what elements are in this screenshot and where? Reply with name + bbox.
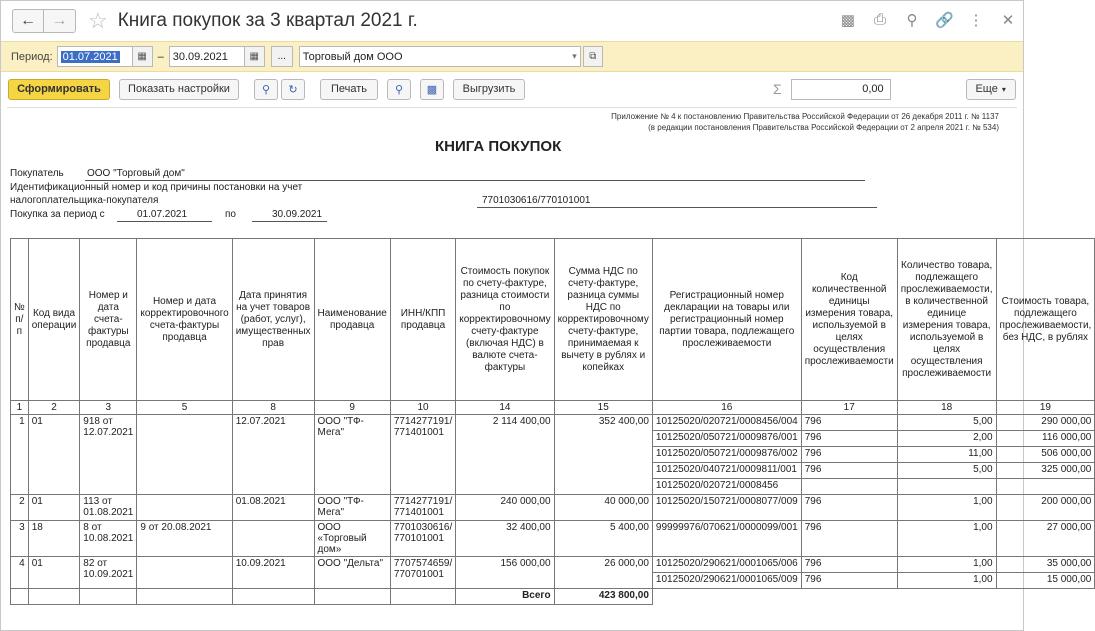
period-label: Период: xyxy=(11,50,53,63)
quantity: 5,00 xyxy=(897,415,996,431)
period-bar xyxy=(1,41,1023,72)
declaration-number: 10125020/150721/0008077/009 xyxy=(652,495,801,521)
declaration-number: 10125020/050721/0009876/001 xyxy=(652,431,801,447)
search-icon: ⚲ xyxy=(261,83,271,96)
search-settings-button[interactable] xyxy=(281,79,305,100)
buyer-underline xyxy=(85,180,865,181)
calendar-from-button[interactable] xyxy=(133,46,153,67)
period-from-underline xyxy=(117,221,212,222)
forward-button[interactable] xyxy=(44,9,76,33)
vat-amount: 40 000,00 xyxy=(554,495,652,521)
seller-name: ООО "ТФ-Мега" xyxy=(314,495,390,521)
save-file-button[interactable] xyxy=(420,79,444,100)
column-number: 19 xyxy=(996,401,1095,415)
link-icon[interactable]: 🔗 xyxy=(935,12,954,29)
column-header: Количество товара, подлежащего прослеживаемости, в количественной единице измерения товара, используемой в целях осуществления прослеживаемости xyxy=(897,239,996,401)
command-toolbar xyxy=(1,73,1023,105)
declaration-number: 10125020/050721/0009876/002 xyxy=(652,447,801,463)
sum-field xyxy=(791,79,891,100)
total-label: Всего xyxy=(456,589,554,605)
correction-invoice xyxy=(137,415,232,495)
floppy-icon: ▩ xyxy=(426,83,438,96)
quantity: 5,00 xyxy=(897,463,996,479)
column-header: Номер и дата счета-фактуры продавца xyxy=(80,239,137,401)
unit-code: 796 xyxy=(801,573,897,589)
column-number: 10 xyxy=(390,401,455,415)
sum-icon: Σ xyxy=(773,81,782,97)
correction-invoice: 9 от 20.08.2021 xyxy=(137,521,232,557)
row-number: 2 xyxy=(11,495,29,521)
empty-cell xyxy=(137,589,232,605)
empty-cell xyxy=(80,589,137,605)
quantity: 11,00 xyxy=(897,447,996,463)
organization-select[interactable] xyxy=(299,46,581,67)
column-number: 14 xyxy=(456,401,554,415)
legal-reference xyxy=(611,111,999,133)
invoice-number-date: 82 от 10.09.2021 xyxy=(80,557,137,589)
column-header: Наименование продавца xyxy=(314,239,390,401)
show-settings-button[interactable]: Показать настройки xyxy=(119,79,239,100)
more-vertical-icon[interactable]: ⋮ xyxy=(968,12,984,29)
quantity: 1,00 xyxy=(897,521,996,557)
search-refresh-icon: ↻ xyxy=(288,83,298,96)
column-header: ИНН/КПП продавца xyxy=(390,239,455,401)
column-header: № п/п xyxy=(11,239,29,401)
column-header: Регистрационный номер декларации на товары или регистрационный номер партии товара, подлежащего прослеживаемости xyxy=(652,239,801,401)
table-row xyxy=(11,557,1095,573)
arrow-right-icon: → xyxy=(51,12,68,29)
unit-code: 796 xyxy=(801,415,897,431)
goods-cost: 116 000,00 xyxy=(996,431,1095,447)
operation-code: 01 xyxy=(28,495,80,521)
declaration-number: 10125020/290621/0001065/009 xyxy=(652,573,801,589)
correction-invoice xyxy=(137,495,232,521)
table-row xyxy=(11,415,1095,431)
column-header: Сумма НДС по счету-фактуре, разница суммы НДС по корректировочному счету-фактуре, принимаемая к вычету в рублях и копейках xyxy=(554,239,652,401)
open-organization-button[interactable] xyxy=(583,46,603,67)
period-to-underline xyxy=(252,221,327,222)
report-sheet xyxy=(7,107,1092,627)
period-from-report: 01.07.2021 xyxy=(137,209,188,220)
empty-cell xyxy=(232,589,314,605)
unit-code: 796 xyxy=(801,431,897,447)
row-number: 4 xyxy=(11,557,29,589)
vat-amount: 352 400,00 xyxy=(554,415,652,495)
inn-label-1: Идентификационный номер и код причины постановки на учет xyxy=(10,182,303,193)
period-from-value: 01.07.2021 xyxy=(62,50,118,63)
calendar-icon: ▦ xyxy=(249,51,259,62)
window-tools xyxy=(839,11,1017,29)
chevron-down-icon[interactable]: ▾ xyxy=(572,51,577,61)
inn-value: 7701030616/770101001 xyxy=(482,195,591,206)
period-to-report: 30.09.2021 xyxy=(272,209,323,220)
more-button[interactable] xyxy=(966,79,1016,100)
column-number: 17 xyxy=(801,401,897,415)
preview-icon[interactable]: ⚲ xyxy=(906,12,918,29)
empty-cell xyxy=(314,589,390,605)
seller-inn-kpp: 7714277191/ 771401001 xyxy=(390,495,455,521)
column-number: 18 xyxy=(897,401,996,415)
buyer-value: ООО "Торговый дом" xyxy=(87,168,185,179)
invoice-number-date: 918 от 12.07.2021 xyxy=(80,415,137,495)
seller-name: ООО "ТФ-Мега" xyxy=(314,415,390,495)
unit-code: 796 xyxy=(801,557,897,573)
export-button[interactable]: Выгрузить xyxy=(453,79,525,100)
acceptance-date: 12.07.2021 xyxy=(232,415,314,495)
column-number: 15 xyxy=(554,401,652,415)
search-button[interactable] xyxy=(254,79,278,100)
operation-code: 18 xyxy=(28,521,80,557)
column-number: 2 xyxy=(28,401,80,415)
calendar-icon: ▦ xyxy=(137,51,147,62)
period-po: по xyxy=(225,209,236,220)
table-row xyxy=(11,495,1095,521)
goods-cost: 200 000,00 xyxy=(996,495,1095,521)
declaration-number: 10125020/290621/0001065/006 xyxy=(652,557,801,573)
report-title: КНИГА ПОКУПОК xyxy=(435,138,562,155)
quantity: 1,00 xyxy=(897,557,996,573)
more-label: Еще xyxy=(975,83,998,95)
quantity: 1,00 xyxy=(897,495,996,521)
goods-cost: 35 000,00 xyxy=(996,557,1095,573)
buyer-label: Покупатель xyxy=(10,168,64,179)
column-header: Код вида операции xyxy=(28,239,80,401)
favorite-star-icon[interactable]: ☆ xyxy=(88,8,108,33)
legal-line-1: Приложение № 4 к постановлению Правительства Российской Федерации от 26 декабря 2011 г. № 1137 xyxy=(611,112,999,121)
period-select-button[interactable] xyxy=(271,46,293,67)
seller-name: ООО "Дельта" xyxy=(314,557,390,589)
purchase-book-table xyxy=(10,238,1095,605)
column-header: Номер и дата корректировочного счета-фактуры продавца xyxy=(137,239,232,401)
seller-inn-kpp: 7707574659/ 770701001 xyxy=(390,557,455,589)
purchase-cost: 2 114 400,00 xyxy=(456,415,554,495)
header-row xyxy=(11,239,1095,401)
column-number: 9 xyxy=(314,401,390,415)
column-number: 1 xyxy=(11,401,29,415)
column-header: Стоимость покупок по счету-фактуре, разница стоимости по корректировочному счету-фактуре (включая НДС) в валюте счета-фактуры xyxy=(456,239,554,401)
organization-value: Торговый дом ООО xyxy=(302,50,403,63)
declaration-number: 99999976/070621/0000099/001 xyxy=(652,521,801,557)
declaration-number: 10125020/020721/0008456 xyxy=(652,479,801,495)
goods-cost: 506 000,00 xyxy=(996,447,1095,463)
window-title: Книга покупок за 3 квартал 2021 г. xyxy=(117,10,418,31)
acceptance-date: 10.09.2021 xyxy=(232,557,314,589)
goods-cost: 27 000,00 xyxy=(996,521,1095,557)
column-number: 8 xyxy=(232,401,314,415)
title-bar xyxy=(1,1,1023,41)
quantity xyxy=(897,479,996,495)
period-from-input[interactable] xyxy=(57,46,133,67)
operation-code: 01 xyxy=(28,557,80,589)
purchase-cost: 240 000,00 xyxy=(456,495,554,521)
seller-inn-kpp: 7701030616/ 770101001 xyxy=(390,521,455,557)
empty-cell xyxy=(28,589,80,605)
goods-cost: 15 000,00 xyxy=(996,573,1095,589)
goods-cost: 325 000,00 xyxy=(996,463,1095,479)
open-icon: ⧉ xyxy=(589,51,597,62)
vat-amount: 5 400,00 xyxy=(554,521,652,557)
invoice-number-date: 8 от 10.08.2021 xyxy=(80,521,137,557)
unit-code: 796 xyxy=(801,495,897,521)
arrow-left-icon: ← xyxy=(20,12,36,29)
period-to-value: 30.09.2021 xyxy=(172,50,228,63)
quantity: 1,00 xyxy=(897,573,996,589)
column-number-row xyxy=(11,401,1095,415)
column-number: 5 xyxy=(137,401,232,415)
calendar-to-button[interactable] xyxy=(245,46,265,67)
generate-button[interactable]: Сформировать xyxy=(8,79,110,100)
declaration-number: 10125020/040721/0009811/001 xyxy=(652,463,801,479)
correction-invoice xyxy=(137,557,232,589)
column-number: 3 xyxy=(80,401,137,415)
operation-code: 01 xyxy=(28,415,80,495)
acceptance-date: 01.08.2021 xyxy=(232,495,314,521)
print-preview-icon: ⚲ xyxy=(394,83,404,96)
row-number: 1 xyxy=(11,415,29,495)
column-number: 16 xyxy=(652,401,801,415)
purchase-cost: 156 000,00 xyxy=(456,557,554,589)
seller-name: ООО «Торговый дом» xyxy=(314,521,390,557)
unit-code: 796 xyxy=(801,463,897,479)
back-button[interactable] xyxy=(12,9,44,33)
inn-underline xyxy=(477,207,877,208)
invoice-number-date: 113 от 01.08.2021 xyxy=(80,495,137,521)
close-icon[interactable]: ✕ xyxy=(1001,12,1015,29)
dots-label: ... xyxy=(277,51,286,62)
quantity: 2,00 xyxy=(897,431,996,447)
total-row xyxy=(11,589,1095,605)
column-header: Стоимость товара, подлежащего прослеживаемости, без НДС, в рублях xyxy=(996,239,1095,401)
goods-cost: 290 000,00 xyxy=(996,415,1095,431)
sum-value: 0,00 xyxy=(862,83,884,95)
unit-code xyxy=(801,479,897,495)
table-row xyxy=(11,521,1095,557)
vat-amount: 26 000,00 xyxy=(554,557,652,589)
chevron-down-icon: ▾ xyxy=(1001,84,1006,94)
inn-label-2: налогоплательщика-покупателя xyxy=(10,195,159,206)
seller-inn-kpp: 7714277191/ 771401001 xyxy=(390,415,455,495)
period-label-report: Покупка за период с xyxy=(10,209,105,220)
total-value: 423 800,00 xyxy=(554,589,652,605)
acceptance-date xyxy=(232,521,314,557)
declaration-number: 10125020/020721/0008456/004 xyxy=(652,415,801,431)
printer-icon[interactable]: ⎙ xyxy=(873,11,886,28)
print-button[interactable]: Печать xyxy=(320,79,378,100)
goods-cost xyxy=(996,479,1095,495)
save-icon[interactable]: ▩ xyxy=(840,12,856,29)
unit-code: 796 xyxy=(801,447,897,463)
unit-code: 796 xyxy=(801,521,897,557)
period-to-input[interactable] xyxy=(169,46,245,67)
column-header: Дата принятия на учет товаров (работ, услуг), имущественных прав xyxy=(232,239,314,401)
row-number: 3 xyxy=(11,521,29,557)
legal-line-2: (в редакции постановления Правительства Российской Федерации от 2 апреля 2021 г. № 534) xyxy=(648,123,999,132)
purchase-cost: 32 400,00 xyxy=(456,521,554,557)
empty-cell xyxy=(11,589,29,605)
preview-button[interactable] xyxy=(387,79,411,100)
period-dash: – xyxy=(157,50,164,63)
column-header: Код количественной единицы измерения товара, используемой в целях осуществления прослеживаемости xyxy=(801,239,897,401)
empty-cell xyxy=(390,589,455,605)
